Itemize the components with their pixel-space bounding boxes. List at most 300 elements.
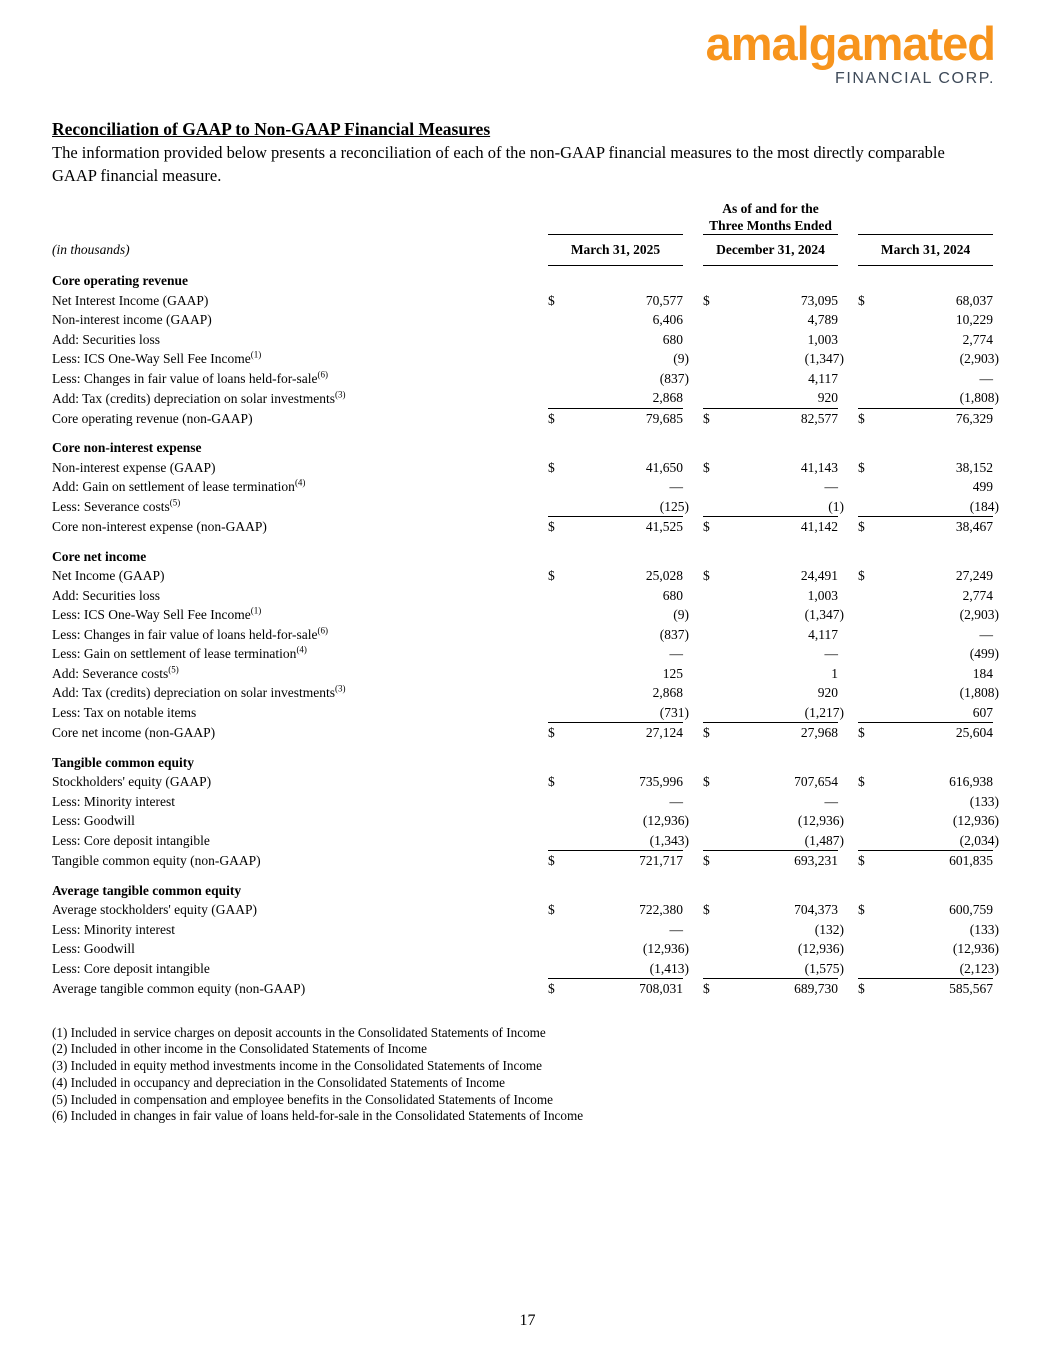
table-row — [52, 979, 993, 999]
column-gap — [838, 330, 858, 350]
value-text: (12,936) — [642, 813, 689, 828]
row-label: Stockholders' equity (GAAP) — [52, 774, 212, 789]
row-label: Less: Core deposit intangible — [52, 833, 210, 848]
table-row — [52, 517, 993, 537]
table-row — [52, 772, 993, 792]
column-gap — [683, 723, 703, 743]
dollar-sign — [858, 586, 880, 606]
section-header-row — [52, 881, 993, 901]
value-cell — [725, 811, 845, 831]
dollar-sign — [703, 586, 725, 606]
column-gap — [683, 586, 703, 606]
value-cell — [880, 723, 993, 743]
dollar-sign — [703, 959, 725, 979]
value-cell — [725, 625, 838, 645]
value-cell — [570, 723, 683, 743]
value-text: (184) — [969, 498, 1000, 514]
dollar-sign — [858, 792, 880, 812]
value-cell — [725, 458, 838, 478]
value-text: 27,124 — [645, 725, 683, 740]
column-gap — [838, 851, 858, 871]
table-row — [52, 811, 993, 831]
value-cell — [880, 458, 993, 478]
value-text: 76,329 — [955, 410, 994, 426]
dollar-sign: $ — [703, 723, 725, 743]
value-text: (2,123) — [959, 960, 1000, 976]
column-gap — [683, 517, 703, 537]
footnote: (3) Included in equity method investments income in the Consolidated Statements of Income — [52, 1058, 543, 1074]
period-header-row-2 — [52, 217, 993, 235]
value-cell — [880, 566, 993, 586]
value-cell — [725, 291, 838, 311]
value-text: 704,373 — [794, 902, 839, 917]
table-row — [52, 900, 993, 920]
value-text: 1,003 — [807, 331, 839, 347]
section-spacer — [52, 743, 993, 753]
table-row — [52, 831, 993, 851]
logo-subtitle: FINANCIAL CORP. — [834, 70, 995, 87]
dollar-sign — [703, 497, 725, 517]
value-cell — [725, 605, 845, 625]
dollar-sign — [703, 664, 725, 684]
row-label: Less: ICS One-Way Sell Fee Income$^{(1)}$ — [52, 349, 262, 366]
dollar-sign: $ — [703, 459, 710, 475]
column-gap — [683, 683, 703, 703]
row-label: Less: Tax on notable items — [52, 705, 197, 720]
table-row — [52, 723, 993, 743]
value-cell — [725, 566, 838, 586]
period-header-line2: Three Months Ended — [703, 217, 838, 235]
row-label: Add: Securities loss — [52, 587, 160, 603]
footnote-ref: (6) — [317, 625, 329, 635]
row-label: Average stockholders' equity (GAAP) — [52, 902, 258, 917]
row-label: Less: Severance costs$^{(5)}$ — [52, 497, 181, 514]
value-cell — [880, 664, 993, 684]
dollar-sign — [703, 605, 725, 625]
value-cell — [880, 310, 993, 330]
value-text: 708,031 — [639, 981, 683, 996]
footnote-ref: (1) — [250, 349, 262, 360]
value-cell — [570, 683, 683, 703]
value-text: 41,143 — [800, 459, 839, 475]
value-cell — [570, 330, 683, 350]
column-gap — [683, 310, 703, 330]
value-text: 25,028 — [645, 568, 683, 583]
column-header-q4-2024: December 31, 2024 — [703, 235, 838, 266]
row-label: Add: Securities loss — [52, 331, 160, 347]
column-gap — [683, 291, 703, 311]
value-text: 600,759 — [949, 902, 994, 917]
dollar-sign — [858, 605, 880, 625]
dollar-sign — [548, 664, 570, 684]
column-gap — [683, 458, 703, 478]
value-cell — [725, 792, 838, 812]
period-header-row-1 — [52, 200, 993, 217]
dollar-sign — [858, 625, 880, 645]
value-text: 680 — [662, 587, 683, 603]
value-cell — [570, 477, 683, 497]
value-cell — [880, 851, 993, 871]
value-text: — — [979, 370, 994, 386]
table-row — [52, 664, 993, 684]
dollar-sign: $ — [858, 459, 865, 475]
value-cell — [725, 644, 838, 664]
dollar-sign — [548, 388, 570, 408]
value-cell — [880, 477, 993, 497]
dollar-sign — [703, 683, 725, 703]
value-cell — [570, 959, 689, 979]
value-cell — [880, 586, 993, 606]
row-label: Less: Gain on settlement of lease termination$^{(4)}$ — [52, 644, 307, 661]
value-cell — [725, 920, 845, 940]
dollar-sign — [858, 703, 880, 723]
dollar-sign — [703, 477, 725, 497]
dollar-sign — [548, 369, 570, 389]
value-text: — — [669, 793, 683, 809]
row-label: Average tangible common equity (non-GAAP) — [52, 981, 306, 996]
dollar-sign — [548, 959, 570, 979]
value-cell — [570, 605, 689, 625]
footnote: (1) Included in service charges on deposit accounts in the Consolidated Statements of Income — [52, 1024, 546, 1040]
dollar-sign — [548, 586, 570, 606]
value-cell — [570, 811, 689, 831]
dollar-sign: $ — [548, 902, 555, 917]
value-text: (133) — [969, 921, 1000, 937]
value-text: (1,808) — [959, 685, 1000, 700]
value-cell — [725, 349, 845, 369]
value-cell — [570, 310, 683, 330]
dollar-sign — [858, 349, 880, 369]
value-cell — [570, 517, 683, 537]
row-label: Add: Severance costs$^{(5)}$ — [52, 664, 179, 681]
value-text: (1,347) — [804, 351, 845, 366]
value-cell — [570, 664, 683, 684]
row-label: Add: Tax (credits) depreciation on solar investments$^{(3)}$ — [52, 683, 346, 700]
value-text: 1 — [831, 665, 839, 681]
value-text: 499 — [972, 479, 994, 494]
column-gap — [683, 851, 703, 871]
dollar-sign: $ — [858, 517, 880, 537]
value-cell — [570, 703, 689, 723]
section-header: Core net income — [52, 548, 147, 564]
dollar-sign: $ — [703, 774, 710, 789]
column-gap — [683, 388, 703, 408]
value-text: 184 — [972, 665, 994, 681]
value-cell — [725, 851, 838, 871]
value-text: (12,936) — [642, 941, 689, 956]
column-gap — [838, 625, 858, 645]
value-cell — [725, 477, 838, 497]
table-row — [52, 586, 993, 606]
row-label: Core operating revenue (non-GAAP) — [52, 410, 253, 426]
footnote-ref: (4) — [294, 477, 306, 488]
dollar-sign: $ — [858, 851, 880, 871]
value-text: — — [824, 646, 839, 661]
dollar-sign: $ — [548, 851, 570, 871]
value-text: (12,936) — [952, 813, 1000, 828]
value-cell — [570, 408, 683, 428]
reconciliation-table — [52, 200, 1000, 999]
dollar-sign: $ — [548, 459, 555, 475]
value-cell — [570, 291, 683, 311]
value-cell — [880, 644, 1000, 664]
table-row — [52, 959, 993, 979]
value-cell — [880, 683, 1000, 703]
dollar-sign: $ — [703, 292, 710, 308]
section-spacer — [52, 537, 993, 547]
footnote-ref: (3) — [334, 389, 346, 399]
table-row — [52, 388, 993, 408]
intro-paragraph: The information provided below presents a reconciliation of each of the non-GAAP financial measures to the most directly comparable GAAP financial measure. — [52, 143, 945, 185]
value-cell — [880, 772, 993, 792]
dollar-sign — [703, 349, 725, 369]
value-cell — [725, 703, 845, 723]
value-text: — — [669, 921, 683, 937]
value-text: 680 — [662, 331, 683, 347]
value-cell — [880, 939, 1000, 959]
value-cell — [880, 388, 1000, 408]
value-text: (837) — [659, 370, 689, 386]
value-text: 82,577 — [800, 410, 839, 426]
dollar-sign — [703, 703, 725, 723]
dollar-sign — [858, 644, 880, 664]
section-spacer — [52, 871, 993, 881]
section-header: Average tangible common equity — [52, 882, 242, 898]
value-text: 41,525 — [645, 519, 683, 534]
value-text: (12,936) — [797, 813, 845, 828]
value-cell — [880, 349, 1000, 369]
column-gap — [838, 586, 858, 606]
dollar-sign — [548, 497, 570, 517]
table-row — [52, 792, 993, 812]
value-cell — [570, 349, 689, 369]
value-text: (12,936) — [952, 941, 1000, 956]
value-text: 73,095 — [800, 292, 839, 308]
row-label: Net Income (GAAP) — [52, 568, 165, 583]
value-cell — [570, 566, 683, 586]
section-title: Reconciliation of GAAP to Non-GAAP Financial Measures — [52, 119, 491, 139]
dollar-sign — [703, 831, 725, 851]
dollar-sign — [858, 920, 880, 940]
value-text: (2,903) — [959, 351, 1000, 366]
column-gap — [838, 683, 858, 703]
dollar-sign — [548, 831, 570, 851]
value-text: 70,577 — [645, 292, 683, 308]
value-cell — [570, 625, 689, 645]
value-text: 2,774 — [962, 331, 994, 347]
dollar-sign — [548, 625, 570, 645]
dollar-sign — [858, 369, 880, 389]
value-text: (2,034) — [959, 832, 1000, 848]
value-cell — [880, 920, 1000, 940]
column-gap — [683, 664, 703, 684]
column-gap — [838, 566, 858, 586]
value-cell — [880, 959, 1000, 979]
value-cell — [570, 369, 689, 389]
column-gap — [683, 792, 703, 812]
row-label: Add: Gain on settlement of lease termination$^{(4)}$ — [52, 477, 306, 494]
value-cell — [570, 772, 683, 792]
value-text: 4,789 — [807, 312, 839, 327]
dollar-sign — [858, 683, 880, 703]
dollar-sign — [703, 310, 725, 330]
value-cell — [880, 831, 1000, 851]
row-label: Less: Goodwill — [52, 941, 135, 956]
column-gap — [838, 369, 858, 389]
footnote: (6) Included in changes in fair value of loans held-for-sale in the Consolidated Statements of Income — [52, 1108, 584, 1124]
dollar-sign: $ — [703, 408, 725, 428]
value-cell — [880, 979, 993, 999]
column-gap — [838, 458, 858, 478]
dollar-sign — [858, 310, 880, 330]
table-row — [52, 703, 993, 723]
dollar-sign: $ — [703, 517, 725, 537]
dollar-sign — [548, 349, 570, 369]
value-text: (1,575) — [804, 960, 845, 976]
value-cell — [570, 920, 683, 940]
row-label: Less: Core deposit intangible — [52, 961, 210, 976]
row-label: Less: Changes in fair value of loans held-for-sale$^{(6)}$ — [52, 369, 329, 386]
dollar-sign: $ — [548, 517, 570, 537]
dollar-sign — [858, 939, 880, 959]
value-cell — [570, 979, 683, 999]
dollar-sign — [858, 811, 880, 831]
section-header: Core non-interest expense — [52, 440, 202, 455]
value-text: 4,117 — [808, 626, 839, 642]
value-cell — [725, 586, 838, 606]
dollar-sign — [703, 369, 725, 389]
column-gap — [838, 900, 858, 920]
footnote-ref: (1) — [250, 605, 262, 616]
value-text: (731) — [659, 704, 689, 720]
dollar-sign — [703, 644, 725, 664]
column-gap — [683, 408, 703, 428]
column-gap — [838, 664, 858, 684]
value-cell — [725, 939, 845, 959]
dollar-sign — [548, 939, 570, 959]
value-text: (9) — [673, 607, 689, 622]
value-cell — [880, 517, 993, 537]
dollar-sign: $ — [858, 774, 865, 789]
value-text: 2,868 — [652, 685, 683, 700]
dollar-sign: $ — [548, 568, 555, 583]
column-gap — [838, 291, 858, 311]
value-text: — — [669, 479, 683, 494]
row-label: Less: Minority interest — [52, 921, 175, 937]
table-row — [52, 477, 993, 497]
value-text: 27,249 — [955, 568, 994, 583]
section-header-row — [52, 753, 993, 773]
value-text: 2,774 — [962, 587, 994, 603]
value-cell — [880, 408, 993, 428]
value-cell — [880, 369, 993, 389]
dollar-sign — [858, 831, 880, 851]
column-gap — [683, 330, 703, 350]
row-label: Tangible common equity (non-GAAP) — [52, 853, 261, 868]
dollar-sign: $ — [548, 979, 570, 999]
page-content — [52, 118, 1003, 1125]
value-text: 38,467 — [955, 519, 994, 534]
value-cell — [570, 831, 689, 851]
value-cell — [725, 664, 838, 684]
dollar-sign — [858, 330, 880, 350]
value-cell — [880, 291, 993, 311]
row-label: Non-interest income (GAAP) — [52, 312, 212, 327]
value-text: 4,117 — [808, 370, 839, 386]
column-gap — [838, 310, 858, 330]
value-cell — [880, 497, 1000, 517]
value-cell — [570, 939, 689, 959]
dollar-sign: $ — [548, 723, 570, 743]
dollar-sign: $ — [858, 979, 880, 999]
column-gap — [838, 979, 858, 999]
dollar-sign — [858, 388, 880, 408]
dollar-sign — [703, 792, 725, 812]
column-gap — [683, 920, 703, 940]
value-text: 920 — [817, 390, 839, 405]
value-text: 38,152 — [955, 459, 994, 475]
value-text: (499) — [969, 646, 1000, 661]
column-gap — [683, 900, 703, 920]
value-cell — [725, 369, 838, 389]
value-cell — [725, 959, 845, 979]
footnote-ref: (6) — [317, 369, 329, 379]
dollar-sign — [548, 330, 570, 350]
period-header-line1: As of and for the — [722, 201, 819, 216]
value-cell — [725, 683, 838, 703]
column-gap — [683, 477, 703, 497]
dollar-sign — [548, 683, 570, 703]
table-row — [52, 851, 993, 871]
value-cell — [570, 851, 683, 871]
column-gap — [838, 644, 858, 664]
value-cell — [880, 811, 1000, 831]
row-label: Core net income (non-GAAP) — [52, 725, 216, 740]
value-text: — — [979, 626, 994, 642]
logo-wordmark: amalgamated — [705, 17, 995, 70]
dollar-sign — [703, 625, 725, 645]
value-cell — [880, 625, 993, 645]
section-spacer — [52, 428, 993, 438]
value-text: 68,037 — [955, 292, 994, 308]
dollar-sign — [548, 792, 570, 812]
table-row — [52, 605, 993, 625]
value-text: 616,938 — [949, 774, 994, 789]
value-text: 607 — [972, 704, 994, 720]
table-row — [52, 644, 993, 664]
row-label: Less: Changes in fair value of loans held-for-sale$^{(6)}$ — [52, 625, 329, 642]
value-cell — [570, 586, 683, 606]
value-cell — [725, 330, 838, 350]
page-number: 17 — [519, 1312, 536, 1329]
value-text: (2,903) — [959, 607, 1000, 622]
footnote-ref: (5) — [169, 497, 181, 508]
dollar-sign: $ — [703, 902, 710, 917]
value-text: 79,685 — [645, 410, 683, 426]
value-cell — [725, 900, 838, 920]
value-text: 693,231 — [794, 853, 839, 868]
row-label: Less: Goodwill — [52, 813, 135, 828]
value-text: 920 — [817, 685, 839, 700]
column-gap — [838, 723, 858, 743]
value-cell — [725, 723, 838, 743]
row-label: Non-interest expense (GAAP) — [52, 459, 216, 475]
value-text: 24,491 — [800, 568, 839, 583]
value-text: 6,406 — [652, 312, 683, 327]
column-gap — [838, 408, 858, 428]
in-thousands-label: (in thousands) — [52, 242, 130, 257]
dollar-sign — [703, 330, 725, 350]
